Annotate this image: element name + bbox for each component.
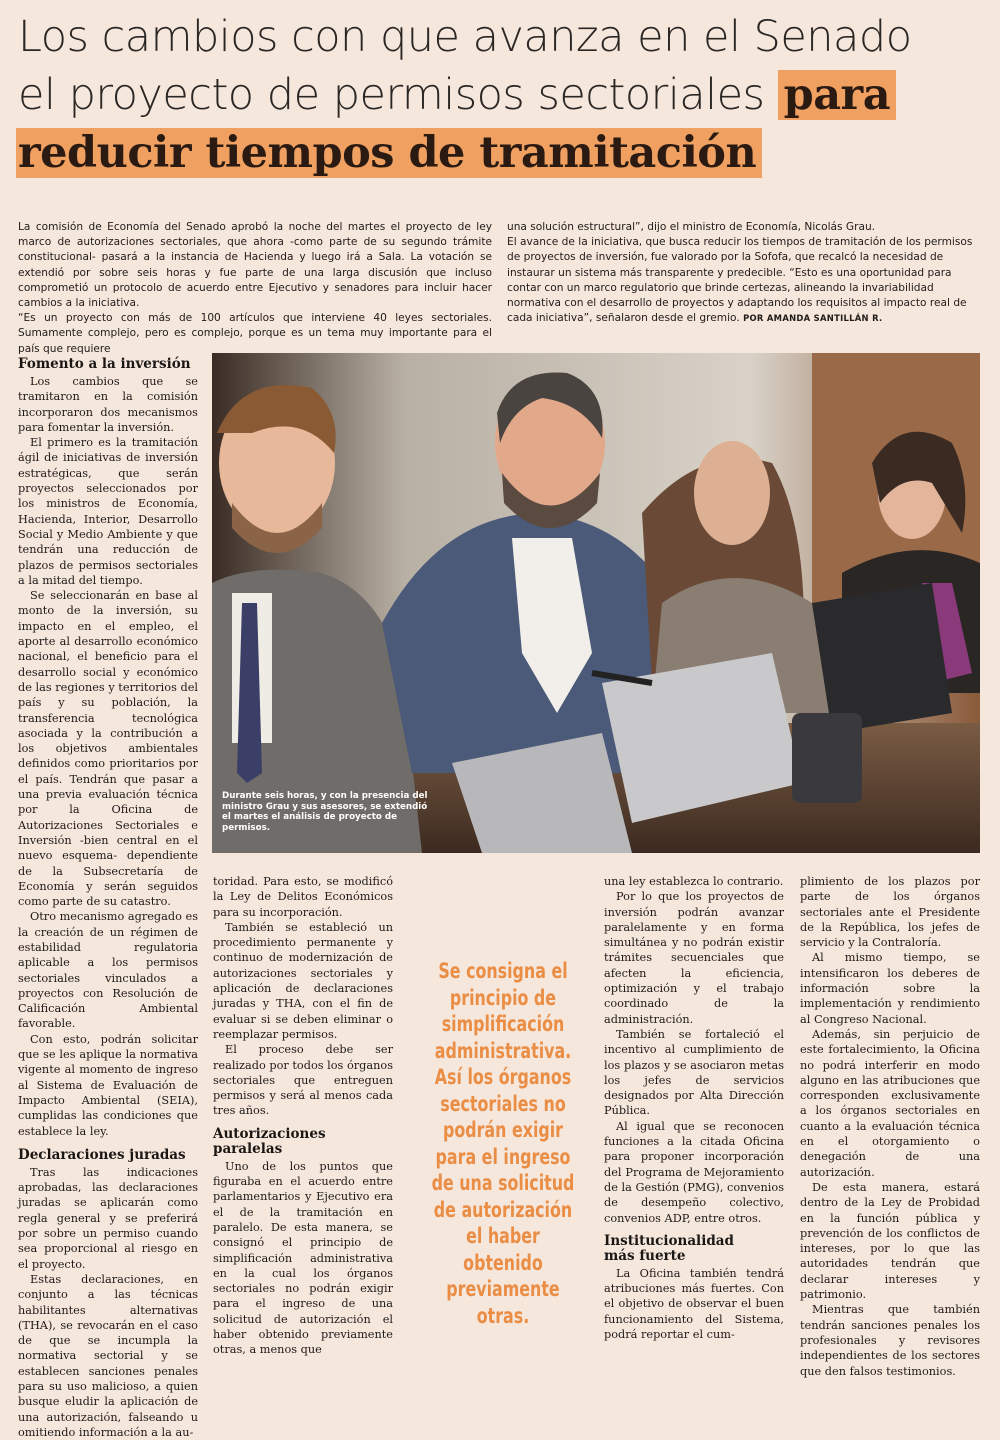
- headline-highlight-a: para: [778, 70, 896, 120]
- body-paragraph: Mientras que también tendrán sanciones penales los profesionales y revisores independientes de los sectores que den falsos testimonios.: [800, 1303, 980, 1378]
- article-column-4: [800, 874, 980, 1379]
- body-paragraph: Tras las indicaciones aprobadas, las declaraciones juradas se aplicarán como regla general y se preferirá por sobre un permiso cuando sea proporcional al riesgo en el proyecto.: [18, 1165, 198, 1271]
- body-paragraph: La Oficina también tendrá atribuciones más fuertes. Con el objetivo de observar el buen funcionamiento del Sistema, podrá reportar el cum-: [604, 1266, 784, 1342]
- body-paragraph: El proceso debe ser realizado por todos los órganos sectoriales que entreguen permisos y será al menos cada tres años.: [213, 1043, 393, 1118]
- body-paragraph: Además, sin perjuicio de este fortalecimiento, la Oficina no podrá interferir en modo alguno en las atribuciones que corresponden exclusivamente a los órganos sectoriales en cuanto a la evaluación técnica en el otorgamiento o denegación de una autorización.: [800, 1027, 980, 1179]
- lead-left: [18, 220, 492, 357]
- body-paragraph: También se estableció un procedimiento permanente y continuo de modernización de autorizaciones sectoriales y aplicación de declaraciones juradas y THA, con el fin de evaluar si se deben eliminar o reemplazar permisos.: [213, 920, 393, 1041]
- article-column-2: [213, 874, 393, 1358]
- section-heading: Fomento a la inversión: [18, 356, 191, 372]
- body-paragraph: Los cambios que se tramitaron en la comisión incorporaron dos mecanismos para fomentar la inversión.: [18, 375, 198, 434]
- headline: [18, 8, 988, 182]
- body-paragraph: También se fortaleció el incentivo al cumplimiento de los plazos y se asociaron metas los jefes de servicios designados por Alta Dirección Pública.: [604, 1027, 784, 1118]
- meeting-photo-illustration: [212, 353, 980, 853]
- body-paragraph: De esta manera, estará dentro de la Ley de Probidad en la función pública y prevención de los conflictos de intereses, por lo que las autoridades tendrán que declarar intereses y patrimonio.: [800, 1180, 980, 1302]
- lead-right: [507, 220, 977, 326]
- lead-paragraph: [507, 235, 977, 326]
- body-paragraph: Uno de los puntos que figuraba en el acuerdo entre parlamentarios y Ejecutivo era el de la tramitación en paralelo. De esta manera, se consignó el principio de simplificación administrativa en la cual los órganos sectoriales no podrán exigir para el ingreso de una solicitud de autorización el haber obtenido previamente otras, a menos que: [213, 1159, 393, 1357]
- lead-paragraph: una solución estructural”, dijo el ministro de Economía, Nicolás Grau.: [507, 221, 876, 233]
- section-heading: Declaraciones juradas: [18, 1146, 186, 1163]
- body-paragraph: toridad. Para esto, se modificó la Ley de Delitos Económicos para su incorporación.: [213, 875, 393, 919]
- lead-paragraph-text: El avance de la iniciativa, que busca reducir los tiempos de tramitación de los permisos de proyectos de inversión, fue valorado por la Sofofa, que recalcó la necesidad de instaurar un sistema más transparente y predecible. “Esto es una oportunidad para contar con un marco regulatorio que brinde certezas, alineando la invariabilidad normativa con el desarrollo de proyectos y adaptando los requisitos al impacto real de cada iniciativa”, señalaron desde el gremio.: [507, 236, 973, 325]
- lead-paragraph: “Es un proyecto con más de 100 artículos que interviene 40 leyes sectoriales. Sumamente complejo, pero es complejo, porque es un tema muy importante para el país que requiere: [18, 312, 492, 355]
- headline-line-3: [18, 124, 988, 182]
- section-heading: Autorizaciones paralelas: [213, 1125, 326, 1157]
- body-paragraph: Con esto, podrán solicitar que se les aplique la normativa vigente al momento de ingreso al Sistema de Evaluación de Impacto Ambiental (SEIA), cumplidas las condiciones que establece la ley.: [18, 1032, 198, 1138]
- body-paragraph: Otro mecanismo agregado es la creación de un régimen de estabilidad regulatoria aplicable a los permisos sectoriales vinculados a proyectos con Resolución de Calificación Ambiental favorable.: [18, 910, 198, 1031]
- section-heading: más fuerte: [604, 1247, 686, 1264]
- body-paragraph: Al igual que se reconocen funciones a la citada Oficina para proponer incorporación del Programa de Mejoramiento de la Gestión (PMG), convenios de desempeño colectivo, convenios ADP, entre otros.: [604, 1119, 784, 1225]
- byline: POR AMANDA SANTILLÁN R.: [743, 313, 883, 324]
- body-paragraph: Estas declaraciones, en conjunto a las técnicas habilitantes alternativas (THA), se revocarán en el caso de que se incumpla la normativa sectorial y se establecen sanciones penales para su uso malicioso, a quien busque eludir la aplicación de una autorización, falseando u omitiendo información a la au-: [18, 1272, 198, 1439]
- headline-line-2-text: el proyecto de permisos sectoriales: [18, 70, 765, 120]
- body-paragraph: plimiento de los plazos por parte de los órganos sectoriales ante el Presidente de la República, los jefes de servicio y la Contraloría.: [800, 875, 980, 950]
- body-paragraph: Se seleccionarán en base al monto de la inversión, su impacto en el empleo, el aporte al desarrollo económico nacional, el beneficio para el desarrollo social y económico de las regiones y territorios del país y su población, la transferencia tecnológica asociada y la contribución a los objetivos ambientales definidos como prioritarios por el país. Tendrán que pasar a una previa evaluación técnica por la Oficina de Autorizaciones Sectoriales e Inversión -bien central en el nuevo esquema- dependiente de la Subsecretaría de Economía y serán seguidos como parte de su catastro.: [18, 589, 199, 909]
- body-paragraph: El primero es la tramitación ágil de iniciativas de inversión estratégicas, que serán proyectos seleccionados por los ministros de Economía, Hacienda, Interior, Desarrollo Social y Medio Ambiente y que tendrán una reducción de plazos de permisos sectoriales a la mitad del tiempo.: [18, 436, 198, 587]
- photo-caption: Durante seis horas, y con la presencia del ministro Grau y sus asesores, se extendió el martes el análisis de proyecto de permisos.: [222, 791, 428, 833]
- body-paragraph: Al mismo tiempo, se intensificaron los deberes de información sobre la implementación y rendimiento al Congreso Nacional.: [800, 951, 980, 1026]
- lead-paragraph: La comisión de Economía del Senado aprobó la noche del martes el proyecto de ley marco de autorizaciones sectoriales, que ahora -como parte de su segundo trámite constitucional- pasará a la instancia de Hacienda y luego irá a Sala. La votación se extendió por sobre seis horas y fue parte de una larga discusión que incluso comprometió un protocolo de acuerdo entre Ejecutivo y senadores para incluir hacer cambios a la iniciativa.: [18, 221, 492, 310]
- article-column-1: [18, 357, 198, 1440]
- body-paragraph: Por lo que los proyectos de inversión podrán avanzar paralelamente y en forma simultánea y no podrán existir trámites secuenciales que afecten la eficiencia, optimización y el trabajo coordinado de la administración.: [604, 890, 784, 1026]
- headline-line-1: Los cambios con que avanza en el Senado: [18, 12, 912, 62]
- pull-quote: Se consigna el principio de simplificación administrativa. Así los órganos sectoriales no podrán exigir para el ingreso de una solicitud de autorización el haber obtenido previamente otras.: [431, 959, 575, 1328]
- section-heading: Institucionalidad: [604, 1232, 734, 1249]
- article-photo: [212, 353, 980, 853]
- article-column-3: [604, 874, 784, 1342]
- headline-highlight-b: reducir tiempos de tramitación: [16, 128, 762, 178]
- headline-line-2: [18, 66, 988, 124]
- body-paragraph: una ley establezca lo contrario.: [604, 875, 784, 888]
